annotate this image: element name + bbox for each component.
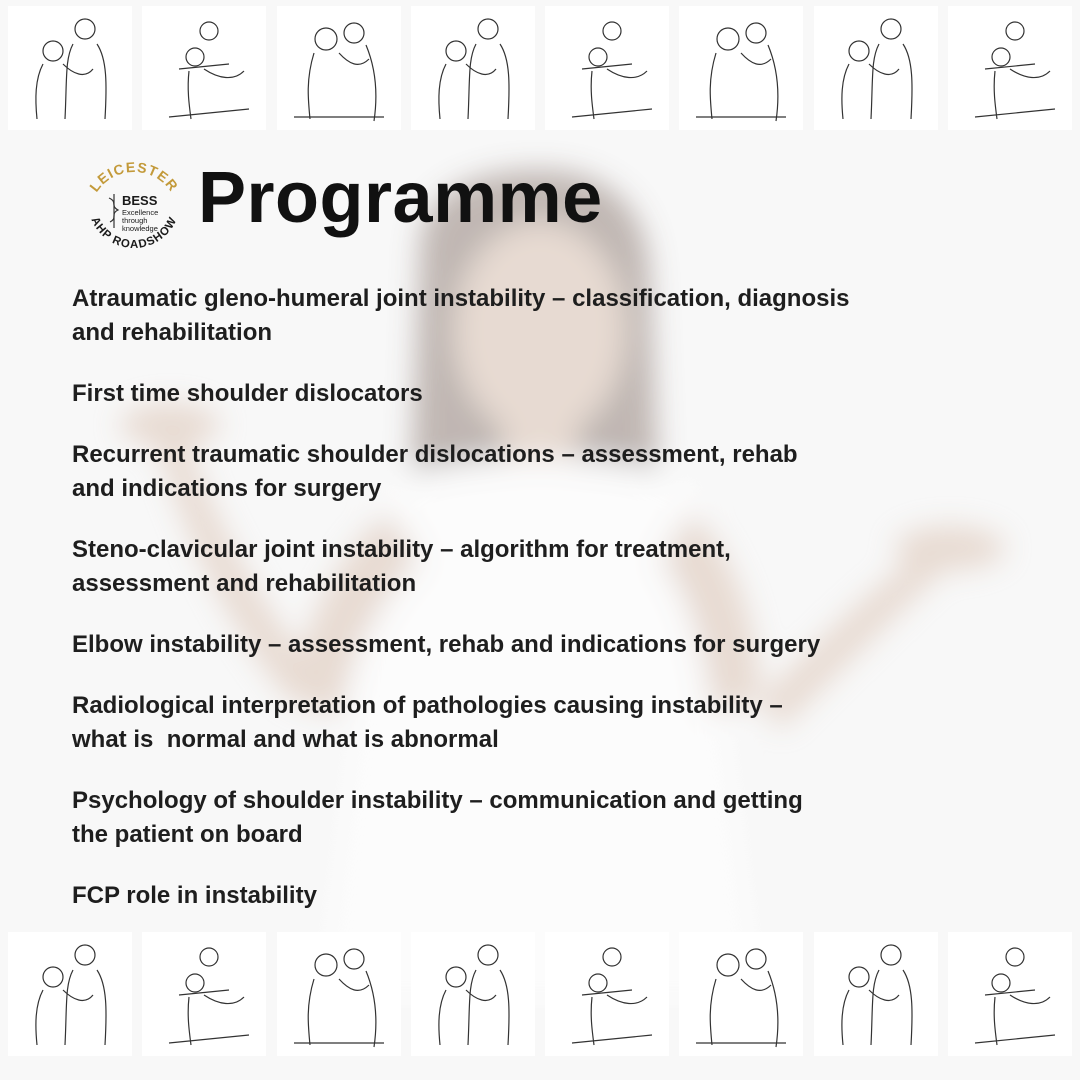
shoulder-exam-sketch bbox=[411, 932, 535, 1056]
svg-text:LEICESTER bbox=[86, 159, 182, 195]
programme-item-line: assessment and rehabilitation bbox=[72, 570, 417, 597]
shoulder-exam-sketch bbox=[411, 6, 535, 130]
arm-stretch-sketch bbox=[948, 932, 1072, 1056]
arm-stretch-sketch bbox=[545, 932, 669, 1056]
programme-item-line: Radiological interpretation of pathologies causing instability – bbox=[72, 692, 783, 719]
programme-item-line: and indications for surgery bbox=[72, 475, 382, 502]
programme-item-line: what is normal and what is abnormal bbox=[72, 726, 499, 753]
bottom-illustration-strip bbox=[0, 932, 1080, 1062]
top-illustration-strip bbox=[0, 6, 1080, 136]
programme-item-line: Psychology of shoulder instability – communication and getting bbox=[72, 787, 803, 814]
programme-item bbox=[72, 628, 1022, 662]
programme-item-line: First time shoulder dislocators bbox=[72, 380, 423, 407]
programme-item bbox=[72, 282, 1022, 350]
arm-stretch-sketch bbox=[142, 932, 266, 1056]
arm-stretch-sketch bbox=[545, 6, 669, 130]
programme-item bbox=[72, 784, 1022, 852]
logo-tagline-1: Excellence bbox=[122, 208, 159, 217]
logo-tagline-2: through bbox=[122, 216, 148, 225]
page-title: Programme bbox=[198, 158, 603, 238]
bess-logo bbox=[78, 152, 190, 264]
programme-item-line: Steno-clavicular joint instability – algorithm for treatment, bbox=[72, 536, 731, 563]
logo-name: BESS bbox=[122, 193, 158, 208]
shoulder-exam-sketch bbox=[814, 6, 938, 130]
shoulder-exam-sketch bbox=[8, 6, 132, 130]
shoulder-exam-sketch bbox=[814, 932, 938, 1056]
logo-arc-bottom-text: AHP ROADSHOW bbox=[88, 214, 180, 252]
programme-item bbox=[72, 879, 1022, 913]
rod-of-asclepius-icon bbox=[109, 194, 118, 228]
arm-stretch-sketch bbox=[948, 6, 1072, 130]
neck-manipulation-sketch bbox=[679, 932, 803, 1056]
neck-manipulation-sketch bbox=[277, 6, 401, 130]
logo-tagline-3: knowledge bbox=[122, 224, 158, 233]
programme-item bbox=[72, 533, 1022, 601]
logo-arc-top-text: LEICESTER bbox=[86, 158, 182, 195]
programme-item-line: Recurrent traumatic shoulder dislocations – assessment, rehab bbox=[72, 441, 798, 468]
programme-item-line: and rehabilitation bbox=[72, 319, 273, 346]
programme-item bbox=[72, 689, 1022, 757]
programme-item bbox=[72, 377, 1022, 411]
programme-item-line: FCP role in instability bbox=[72, 882, 317, 909]
programme-item-line: the patient on board bbox=[72, 821, 303, 848]
arm-stretch-sketch bbox=[142, 6, 266, 130]
programme-item bbox=[72, 438, 1022, 506]
neck-manipulation-sketch bbox=[277, 932, 401, 1056]
programme-item-line: Elbow instability – assessment, rehab and indications for surgery bbox=[72, 631, 821, 658]
shoulder-exam-sketch bbox=[8, 932, 132, 1056]
neck-manipulation-sketch bbox=[679, 6, 803, 130]
programme-item-line: Atraumatic gleno-humeral joint instability – classification, diagnosis bbox=[72, 285, 850, 312]
programme-list bbox=[72, 282, 1022, 940]
